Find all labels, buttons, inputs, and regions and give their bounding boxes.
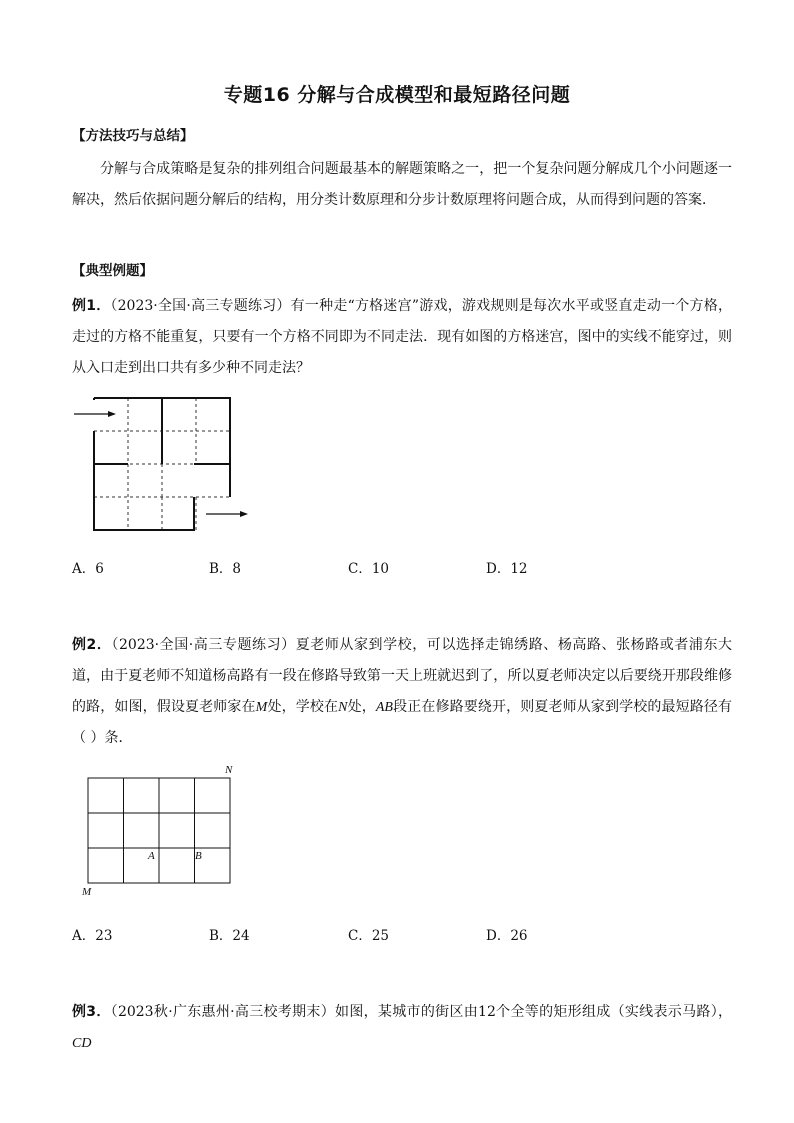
example1-source: （2023·全国·高三专题练习） <box>110 298 291 314</box>
label-b: B <box>195 850 202 862</box>
label-m: M <box>82 886 92 898</box>
example2-question-part4: 段正在修路要绕开，则夏老师从家到学校的最短路径有（ ）条． <box>72 699 733 746</box>
var-cd: CD <box>72 1036 92 1051</box>
method-heading: 【方法技巧与总结】 <box>72 128 194 144</box>
example2-question-part2: 处，学校在 <box>267 699 339 715</box>
example2-label: 例2． <box>72 637 112 653</box>
example3-question: 如图，某城市的街区由12个全等的矩形组成（实线表示马路）， <box>335 1004 732 1020</box>
example3-source: （2023秋·广东惠州·高三校考期末） <box>110 1004 336 1020</box>
example2-text <box>72 630 732 754</box>
exit-arrow-icon <box>206 511 248 517</box>
example1-label: 例1． <box>72 298 111 314</box>
example3-text <box>72 997 732 1059</box>
example1-question: 有一种走“方格迷宫”游戏，游戏规则是每次水平或竖直走动一个方格，走过的方格不能重复，只要有一个方格不同即为不同走法．现有如图的方格迷宫，图中的实线不能穿过，则从入口走到出口共有多少种不同走法？ <box>72 298 732 376</box>
example2-option-c[interactable]: C．25 <box>348 928 390 944</box>
road-grid-lines <box>88 778 230 883</box>
method-paragraph: 分解与合成策略是复杂的排列组合问题最基本的解题策略之一，把一个复杂问题分解成几个小问题逐一解决，然后依据问题分解后的结构，用分类计数原理和分步计数原理将问题合成，从而得到问题的答案． <box>72 161 732 208</box>
example2-source: （2023·全国·高三专题练习） <box>111 637 296 653</box>
example1-option-c[interactable]: C．10 <box>348 561 390 577</box>
page-title: 专题16 分解与合成模型和最短路径问题 <box>223 84 571 106</box>
example1-option-d[interactable]: D．12 <box>486 561 528 577</box>
entrance-arrow-icon <box>74 411 116 417</box>
example2-option-b[interactable]: B．24 <box>209 928 250 944</box>
examples-heading: 【典型例题】 <box>72 263 153 279</box>
example2-question-part3: 处， <box>347 699 376 715</box>
var-ab: AB <box>375 700 393 715</box>
example1-text <box>72 291 732 384</box>
example2-option-a[interactable]: A．23 <box>72 928 113 944</box>
label-n: N <box>225 764 233 776</box>
example2-option-d[interactable]: D．26 <box>486 928 528 944</box>
maze-figure <box>70 392 260 537</box>
var-m: M <box>255 700 268 715</box>
road-grid-figure <box>78 760 248 900</box>
var-n: N <box>338 700 348 715</box>
example3-label: 例3． <box>72 1004 111 1020</box>
label-a: A <box>148 850 155 862</box>
example1-option-a[interactable]: A．6 <box>72 561 104 577</box>
example2-question-part1: 夏老师从家到学校，可以选择走锦绣路、杨高路、张杨路或者浦东大道，由于夏老师不知道杨高路有一段在修路导致第一天上班就迟到了，所以夏老师决定以后要绕开那段维修的路，如图，假设夏老师家在 <box>72 637 733 715</box>
example1-option-b[interactable]: B．8 <box>209 561 242 577</box>
